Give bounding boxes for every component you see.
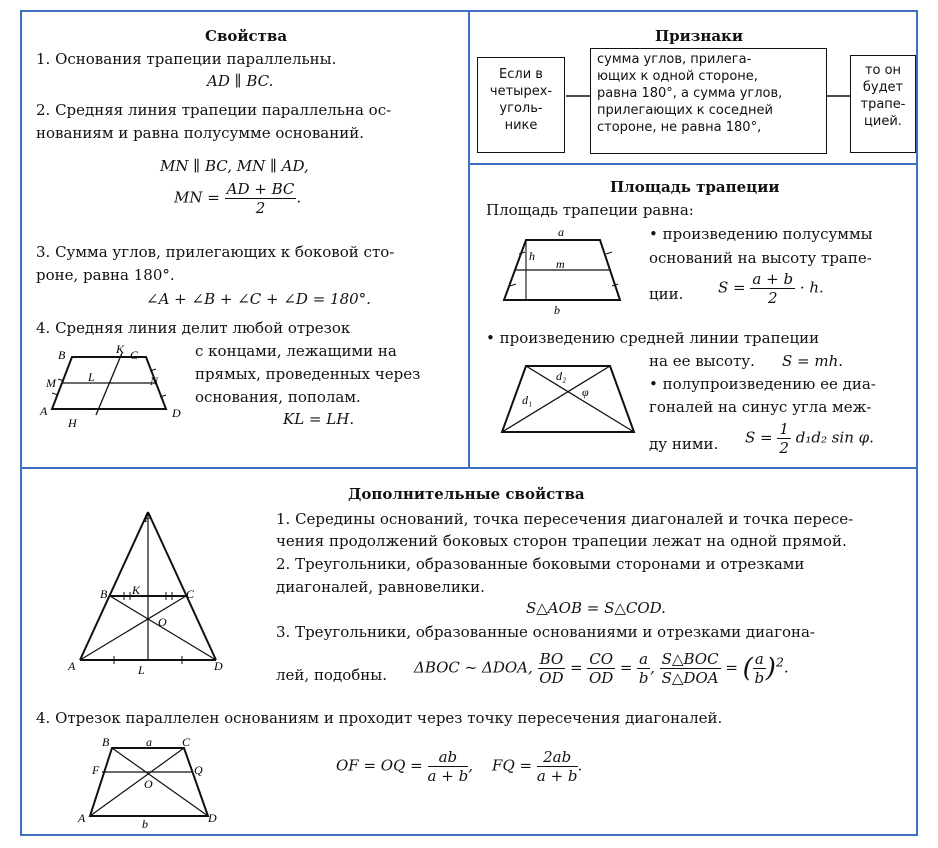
denominator: OD [589,669,614,687]
label-a: a [146,735,152,749]
area-bullet-2a: • произведению средней линии трапеции [486,329,820,347]
label-A: A [78,811,86,825]
numerator: ab [428,748,469,767]
label-O: O [144,777,153,791]
fraction [587,650,615,687]
prop-4c: прямых, проведенных через [195,365,421,383]
prop-4a: 4. Средняя линия делит любой отрезок [36,319,351,337]
numerator: AD + BC [226,180,295,198]
numerator: a [639,650,649,668]
prop-1: 1. Основания трапеции параллельны. [36,50,337,68]
box2-line: сумма углов, прилега- [597,52,752,67]
formula-lhs: S = [718,278,746,297]
label-H: H [68,416,77,430]
prop-3b: роне, равна 180°. [36,266,175,284]
vertical-divider [468,12,470,468]
extra-2a: 2. Треугольники, образованные боковыми сторонами и отрезками [276,555,805,573]
prop-1-formula: AD ∥ BC. [207,72,274,90]
box2-line: ющих к одной стороне, [597,69,758,84]
similarity: ΔBOC ~ ΔDOA, [414,658,533,677]
fraction [225,180,297,217]
label-D: D [172,406,181,420]
area-formula-1 [718,270,824,307]
area-trapezoid-figure [496,222,626,322]
formula-rhs: d₁d₂ sin φ. [795,428,874,447]
label-P: P [144,511,152,525]
label-A: A [40,404,48,418]
label-a: a [558,225,564,239]
denominator: b [638,669,649,687]
fraction [777,420,791,457]
area-formula-3 [745,420,874,457]
box1-line: Если в [499,67,543,82]
numerator: CO [589,650,614,668]
extra-2-formula: S△AOB = S△COD. [526,599,666,617]
extra-1a: 1. Середины оснований, точка пересечения диагоналей и точка пересе- [276,510,854,528]
box3-line: будет [862,80,904,95]
numerator: a + b [752,270,794,288]
fraction [637,650,650,687]
label-O: O [158,615,167,629]
denominator: a + b [536,767,578,785]
formula-lhs: FQ = [492,756,533,775]
label-C: C [130,348,139,362]
fraction [750,270,795,307]
prop-2-formula-2: MN = $\frac{AD + BC}{2}$ . [174,180,302,217]
extra-title: Дополнительные свойства [348,485,585,503]
prop-4d: основания, пополам. [195,388,361,406]
midline-trapezoid-figure [36,342,196,435]
box2-line: прилегающих к соседней [597,103,773,118]
prop-2b: нованиям и равна полусумме оснований. [36,124,364,142]
denominator: a + b [427,767,469,785]
box3-line: цией. [864,114,902,129]
box1-line: нике [504,118,538,133]
prop-2-formula-1: MN ∥ BC, MN ∥ AD, [160,157,309,175]
area-intro: Площадь трапеции равна: [486,201,694,219]
numerator: 2ab [537,748,578,767]
sign-box-then [850,55,916,153]
horizontal-divider-right [470,163,916,165]
denominator: 2 [767,289,778,307]
label-d2: d₂ [556,369,567,383]
label-B: B [58,348,66,362]
area-bullet-1b: оснований на высоту трапе- [649,249,872,267]
label-B: B [102,735,110,749]
fraction [538,650,566,687]
box1-line: четырех- [489,84,553,99]
extra-1b: чения продолжений боковых сторон трапеции лежат на одной прямой. [276,532,847,550]
exponent: 2 [775,654,784,670]
numerator: S△BOC [661,650,719,668]
label-h: h [529,249,535,263]
label-B: B [100,587,108,601]
label-C: C [186,587,195,601]
area-bullet-2b: на ее высоту. [649,352,755,370]
prop-2a: 2. Средняя линия трапеции параллельна ос- [36,101,392,119]
prop-3-formula: ∠A + ∠B + ∠C + ∠D = 180°. [146,290,371,308]
label-d1: d₁ [522,393,533,407]
label-m: m [556,257,565,271]
prop-3a: 3. Сумма углов, прилегающих к боковой сто- [36,243,395,261]
fraction [660,650,721,687]
extra-3a: 3. Треугольники, образованные основаниями и отрезками диагона- [276,623,815,641]
sign-box-if [477,57,565,153]
label-b: b [142,817,148,831]
extra-4: 4. Отрезок параллелен основаниям и проходит через точку пересечения диагоналей. [36,709,723,727]
segment-trapezoid-figure [78,735,228,831]
denominator: 2 [779,439,789,457]
box2-line: равна 180°, а сумма углов, [597,86,783,101]
prop-4-formula: KL = LH. [283,410,355,428]
prop-4b: с концами, лежащими на [195,342,397,360]
formula-lhs: MN = [174,188,220,207]
area-bullet-3a: • полупроизведению ее диа- [649,375,876,393]
diagonals-trapezoid-figure [492,360,642,440]
box3-line: то он [864,63,902,78]
props-title: Свойства [205,27,288,45]
denominator: S△DOA [661,669,719,687]
horizontal-divider-main [22,467,916,469]
area-title: Площадь трапеции [610,178,780,196]
area-bullet-3b: гоналей на синус угла меж- [649,398,872,416]
formula-rhs: · h. [799,278,824,297]
numerator: a [754,650,764,668]
area-bullet-1c: ции. [649,285,684,303]
numerator: BO [539,650,564,668]
numerator: 1 [779,420,789,438]
label-b: b [554,303,560,317]
label-K: K [132,583,141,597]
label-A: A [68,659,76,673]
signs-title: Признаки [655,27,744,45]
extra-2b: диагоналей, равновелики. [276,578,485,596]
extra-3-formula: ΔBOC ~ ΔDOA, $\frac{BO}{OD}$ = $\frac{CO}{OD}$ = $\frac{a}{b}$ , $\frac{\text{S△BOC}}{\text{S△DOA}}$ = ( $\frac{a}{b}$ )$^2$. [414,650,789,687]
label-K: K [116,342,125,356]
box1-line: уголь- [499,101,543,116]
label-phi: φ [582,385,589,399]
denominator: 2 [255,199,266,217]
formula-lhs: S = [745,428,773,447]
label-L: L [88,370,95,384]
denominator: OD [539,669,564,687]
label-M: M [46,376,56,390]
label-D: D [208,811,217,825]
denominator: b [754,669,765,687]
extra-4-formula: OF = OQ = $\frac{ab}{a + b}$ , FQ = $\frac{2ab}{a + b}$ . [336,748,583,785]
label-C: C [182,735,191,749]
label-N: N [150,374,159,388]
formula-lhs: OF = OQ = [336,756,423,775]
fraction [428,748,469,785]
label-F: F [92,763,100,777]
fraction [753,650,766,687]
area-bullet-3c: ду ними. [649,435,719,453]
label-L: L [138,663,145,677]
extra-3b: лей, подобны. [276,666,387,684]
fraction [537,748,578,785]
label-Q: Q [194,763,203,777]
sign-box-condition [590,48,827,154]
box2-line: стороне, не равна 180°, [597,120,762,135]
extended-triangle-figure [66,508,246,678]
area-formula-2: S = mh. [782,352,844,370]
box3-line: трапе- [860,97,906,112]
label-D: D [214,659,223,673]
area-bullet-1a: • произведению полусуммы [649,225,873,243]
